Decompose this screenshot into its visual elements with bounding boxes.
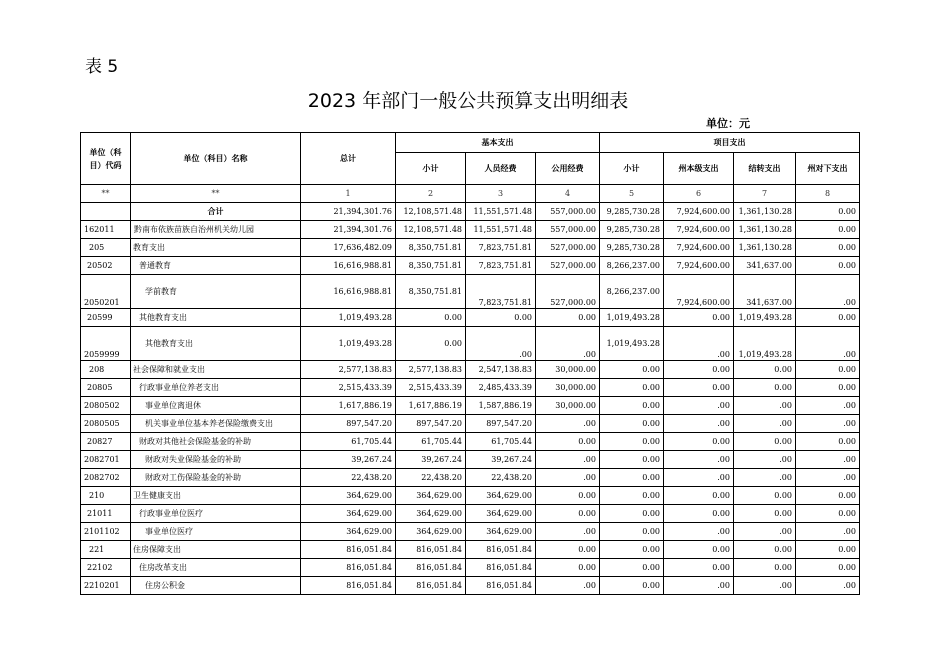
table-row	[81, 559, 860, 577]
row-value: 0.00	[664, 379, 734, 397]
row-value: 22,438.20	[301, 469, 396, 487]
table-row	[81, 275, 860, 309]
index-cell: 4	[536, 185, 600, 203]
row-code: 2080505	[81, 415, 131, 433]
row-name: 行政事业单位养老支出	[131, 379, 301, 397]
row-value: 816,051.84	[301, 559, 396, 577]
row-value: 364,629.00	[466, 523, 536, 541]
row-name: 社会保障和就业支出	[131, 361, 301, 379]
row-value: 61,705.44	[396, 433, 466, 451]
row-value: 0.00	[796, 487, 860, 505]
col-header-project: 项目支出	[600, 133, 860, 153]
row-value: .00	[536, 577, 600, 595]
row-value: 341,637.00	[734, 275, 796, 309]
row-value: 816,051.84	[396, 541, 466, 559]
row-value: 0.00	[734, 379, 796, 397]
index-cell: 5	[600, 185, 664, 203]
row-code: 2082702	[81, 469, 131, 487]
row-value: 12,108,571.48	[396, 221, 466, 239]
row-code: 210	[81, 487, 131, 505]
row-value: 1,019,493.28	[734, 309, 796, 327]
row-code: 2080502	[81, 397, 131, 415]
row-value: 0.00	[796, 221, 860, 239]
table-row	[81, 577, 860, 595]
row-value: 8,350,751.81	[396, 239, 466, 257]
row-value: .00	[796, 327, 860, 361]
index-cell: 1	[301, 185, 396, 203]
col-header-personnel: 人员经费	[466, 153, 536, 185]
row-value: 0.00	[600, 523, 664, 541]
row-value: 0.00	[796, 257, 860, 275]
row-value: 0.00	[664, 559, 734, 577]
budget-table	[80, 132, 860, 595]
row-value: 7,924,600.00	[664, 221, 734, 239]
row-code	[81, 203, 131, 221]
row-value: 364,629.00	[466, 505, 536, 523]
table-row	[81, 239, 860, 257]
row-value: 61,705.44	[301, 433, 396, 451]
row-value: 0.00	[734, 433, 796, 451]
row-code: 20805	[81, 379, 131, 397]
row-value: 2,485,433.39	[466, 379, 536, 397]
index-cell: 3	[466, 185, 536, 203]
row-value: .00	[796, 275, 860, 309]
row-value: 816,051.84	[466, 541, 536, 559]
row-code: 20502	[81, 257, 131, 275]
row-name: 教育支出	[131, 239, 301, 257]
row-value: 8,350,751.81	[396, 257, 466, 275]
row-value: 527,000.00	[536, 275, 600, 309]
row-value: 364,629.00	[396, 523, 466, 541]
row-code: 2050201	[81, 275, 131, 309]
row-value: 816,051.84	[396, 577, 466, 595]
row-value: 2,515,433.39	[301, 379, 396, 397]
row-value: 0.00	[600, 451, 664, 469]
row-value: 364,629.00	[301, 487, 396, 505]
row-value: .00	[536, 451, 600, 469]
row-value: 0.00	[734, 559, 796, 577]
row-value: 0.00	[600, 577, 664, 595]
row-value: .00	[664, 451, 734, 469]
table-row	[81, 203, 860, 221]
row-value: 1,019,493.28	[600, 309, 664, 327]
row-code: 208	[81, 361, 131, 379]
row-value: 557,000.00	[536, 221, 600, 239]
row-code: 22102	[81, 559, 131, 577]
row-value: 0.00	[664, 361, 734, 379]
row-value: 12,108,571.48	[396, 203, 466, 221]
row-value: 39,267.24	[466, 451, 536, 469]
row-value: 364,629.00	[396, 487, 466, 505]
row-name: 黔南布依族苗族自治州机关幼儿园	[131, 221, 301, 239]
row-value: 30,000.00	[536, 379, 600, 397]
row-name: 事业单位离退休	[131, 397, 301, 415]
col-header-total: 总计	[301, 133, 396, 185]
row-value: 0.00	[600, 487, 664, 505]
row-value: 0.00	[466, 309, 536, 327]
row-code: 221	[81, 541, 131, 559]
row-value: 1,361,130.28	[734, 239, 796, 257]
row-name: 机关事业单位基本养老保险缴费支出	[131, 415, 301, 433]
row-value: 0.00	[664, 505, 734, 523]
row-code: 205	[81, 239, 131, 257]
table-row	[81, 451, 860, 469]
table-row	[81, 379, 860, 397]
row-value: .00	[734, 577, 796, 595]
index-cell: 6	[664, 185, 734, 203]
row-value: 0.00	[796, 309, 860, 327]
row-value: 7,823,751.81	[466, 239, 536, 257]
row-value: 897,547.20	[466, 415, 536, 433]
row-value: .00	[734, 523, 796, 541]
row-value: .00	[796, 577, 860, 595]
row-value: .00	[664, 415, 734, 433]
row-value: 0.00	[396, 327, 466, 361]
row-value: .00	[796, 451, 860, 469]
row-value: .00	[664, 327, 734, 361]
row-value: 0.00	[600, 379, 664, 397]
row-value: 21,394,301.76	[301, 203, 396, 221]
row-value: 22,438.20	[396, 469, 466, 487]
row-code: 2059999	[81, 327, 131, 361]
row-name: 其他教育支出	[131, 327, 301, 361]
row-value: 0.00	[664, 433, 734, 451]
row-code: 162011	[81, 221, 131, 239]
row-value: .00	[796, 523, 860, 541]
row-name: 合计	[131, 203, 301, 221]
row-value: 8,350,751.81	[396, 275, 466, 309]
row-name: 事业单位医疗	[131, 523, 301, 541]
row-code: 20827	[81, 433, 131, 451]
row-value: .00	[734, 397, 796, 415]
row-value: 16,616,988.81	[301, 257, 396, 275]
row-value: 9,285,730.28	[600, 239, 664, 257]
index-cell: **	[131, 185, 301, 203]
row-value: 0.00	[536, 559, 600, 577]
row-value: 21,394,301.76	[301, 221, 396, 239]
row-value: 0.00	[796, 505, 860, 523]
row-value: 897,547.20	[301, 415, 396, 433]
row-value: 0.00	[734, 487, 796, 505]
row-value: 0.00	[536, 541, 600, 559]
row-value: .00	[664, 523, 734, 541]
row-value: 7,823,751.81	[466, 275, 536, 309]
row-code: 2101102	[81, 523, 131, 541]
row-value: 0.00	[664, 541, 734, 559]
row-value: 1,361,130.28	[734, 203, 796, 221]
row-value: 7,924,600.00	[664, 257, 734, 275]
row-value: .00	[536, 469, 600, 487]
col-header-public: 公用经费	[536, 153, 600, 185]
row-name: 住房公积金	[131, 577, 301, 595]
row-value: 0.00	[600, 361, 664, 379]
row-value: 0.00	[734, 505, 796, 523]
col-header-carryover: 结转支出	[734, 153, 796, 185]
row-value: 527,000.00	[536, 239, 600, 257]
row-value: 0.00	[796, 433, 860, 451]
row-value: 2,515,433.39	[396, 379, 466, 397]
table-row	[81, 469, 860, 487]
row-value: 0.00	[600, 505, 664, 523]
row-value: .00	[466, 327, 536, 361]
row-value: 364,629.00	[396, 505, 466, 523]
row-value: 7,924,600.00	[664, 239, 734, 257]
row-value: 0.00	[600, 397, 664, 415]
unit-label: 单位：元	[706, 117, 750, 130]
row-value: 1,019,493.28	[301, 309, 396, 327]
index-cell: 7	[734, 185, 796, 203]
page-title: 2023 年部门一般公共预算支出明细表	[307, 90, 629, 112]
col-header-transfer-down: 州对下支出	[796, 153, 860, 185]
row-value: 364,629.00	[466, 487, 536, 505]
row-value: 0.00	[796, 379, 860, 397]
row-name: 其他教育支出	[131, 309, 301, 327]
row-value: 0.00	[796, 361, 860, 379]
row-value: .00	[664, 469, 734, 487]
index-cell: 2	[396, 185, 466, 203]
row-value: 39,267.24	[396, 451, 466, 469]
index-cell: **	[81, 185, 131, 203]
table-row	[81, 221, 860, 239]
row-value: 11,551,571.48	[466, 203, 536, 221]
row-value: 897,547.20	[396, 415, 466, 433]
row-code: 20599	[81, 309, 131, 327]
row-value: 1,617,886.19	[301, 397, 396, 415]
row-name: 行政事业单位医疗	[131, 505, 301, 523]
row-value: 0.00	[536, 433, 600, 451]
table-row	[81, 487, 860, 505]
row-value: .00	[664, 397, 734, 415]
row-value: 8,266,237.00	[600, 275, 664, 309]
row-value: 816,051.84	[466, 559, 536, 577]
table-row	[81, 541, 860, 559]
index-cell: 8	[796, 185, 860, 203]
col-header-code: 单位（科目）代码	[81, 133, 131, 185]
row-value: .00	[734, 451, 796, 469]
row-value: 0.00	[600, 415, 664, 433]
row-value: 0.00	[796, 541, 860, 559]
table-number: 表 5	[85, 57, 119, 77]
table-row	[81, 327, 860, 361]
row-value: 22,438.20	[466, 469, 536, 487]
row-value: 527,000.00	[536, 257, 600, 275]
row-value: 0.00	[536, 309, 600, 327]
row-code: 21011	[81, 505, 131, 523]
index-row	[81, 185, 860, 203]
row-value: 0.00	[600, 541, 664, 559]
row-value: 7,924,600.00	[664, 203, 734, 221]
row-value: 1,587,886.19	[466, 397, 536, 415]
row-name: 住房改革支出	[131, 559, 301, 577]
row-value: 0.00	[796, 239, 860, 257]
row-value: 0.00	[536, 487, 600, 505]
row-value: 364,629.00	[301, 523, 396, 541]
row-name: 财政对失业保险基金的补助	[131, 451, 301, 469]
col-header-name: 单位（科目）名称	[131, 133, 301, 185]
table-row	[81, 523, 860, 541]
col-header-basic: 基本支出	[396, 133, 600, 153]
row-value: 0.00	[600, 433, 664, 451]
row-value: 1,617,886.19	[396, 397, 466, 415]
row-value: .00	[664, 577, 734, 595]
row-value: 0.00	[600, 469, 664, 487]
row-value: 2,577,138.83	[396, 361, 466, 379]
row-value: 9,285,730.28	[600, 203, 664, 221]
row-name: 住房保障支出	[131, 541, 301, 559]
row-value: .00	[536, 327, 600, 361]
col-header-basic-subtotal: 小计	[396, 153, 466, 185]
row-value: 7,823,751.81	[466, 257, 536, 275]
col-header-project-subtotal: 小计	[600, 153, 664, 185]
row-code: 2210201	[81, 577, 131, 595]
table-row	[81, 309, 860, 327]
row-value: .00	[796, 415, 860, 433]
row-value: 8,266,237.00	[600, 257, 664, 275]
row-value: 0.00	[796, 203, 860, 221]
row-value: 364,629.00	[301, 505, 396, 523]
row-value: .00	[734, 415, 796, 433]
row-name: 财政对其他社会保险基金的补助	[131, 433, 301, 451]
table-row	[81, 433, 860, 451]
row-value: .00	[536, 523, 600, 541]
header-row-1	[81, 133, 860, 153]
row-value: 0.00	[664, 309, 734, 327]
row-name: 卫生健康支出	[131, 487, 301, 505]
table-row	[81, 415, 860, 433]
row-value: 30,000.00	[536, 397, 600, 415]
row-value: 557,000.00	[536, 203, 600, 221]
row-value: .00	[796, 397, 860, 415]
row-value: 30,000.00	[536, 361, 600, 379]
row-value: 0.00	[734, 541, 796, 559]
row-value: 0.00	[600, 559, 664, 577]
row-value: 816,051.84	[301, 541, 396, 559]
table-row	[81, 397, 860, 415]
row-value: 1,019,493.28	[600, 327, 664, 361]
col-header-state-level: 州本级支出	[664, 153, 734, 185]
row-value: 0.00	[734, 361, 796, 379]
row-value: 61,705.44	[466, 433, 536, 451]
table-row	[81, 257, 860, 275]
row-value: 1,361,130.28	[734, 221, 796, 239]
row-value: 2,547,138.83	[466, 361, 536, 379]
row-code: 2082701	[81, 451, 131, 469]
row-value: 9,285,730.28	[600, 221, 664, 239]
row-value: 816,051.84	[396, 559, 466, 577]
row-value: 17,636,482.09	[301, 239, 396, 257]
row-value: 1,019,493.28	[301, 327, 396, 361]
row-value: 0.00	[664, 487, 734, 505]
row-value: .00	[536, 415, 600, 433]
row-value: 0.00	[396, 309, 466, 327]
row-value: 0.00	[536, 505, 600, 523]
row-name: 学前教育	[131, 275, 301, 309]
row-value: 16,616,988.81	[301, 275, 396, 309]
row-name: 财政对工伤保险基金的补助	[131, 469, 301, 487]
row-value: .00	[796, 469, 860, 487]
row-value: 39,267.24	[301, 451, 396, 469]
table-row	[81, 505, 860, 523]
row-value: 1,019,493.28	[734, 327, 796, 361]
row-value: .00	[734, 469, 796, 487]
row-value: 11,551,571.48	[466, 221, 536, 239]
row-value: 341,637.00	[734, 257, 796, 275]
row-value: 2,577,138.83	[301, 361, 396, 379]
row-name: 普通教育	[131, 257, 301, 275]
row-value: 816,051.84	[466, 577, 536, 595]
row-value: 7,924,600.00	[664, 275, 734, 309]
table-row	[81, 361, 860, 379]
row-value: 0.00	[796, 559, 860, 577]
row-value: 816,051.84	[301, 577, 396, 595]
